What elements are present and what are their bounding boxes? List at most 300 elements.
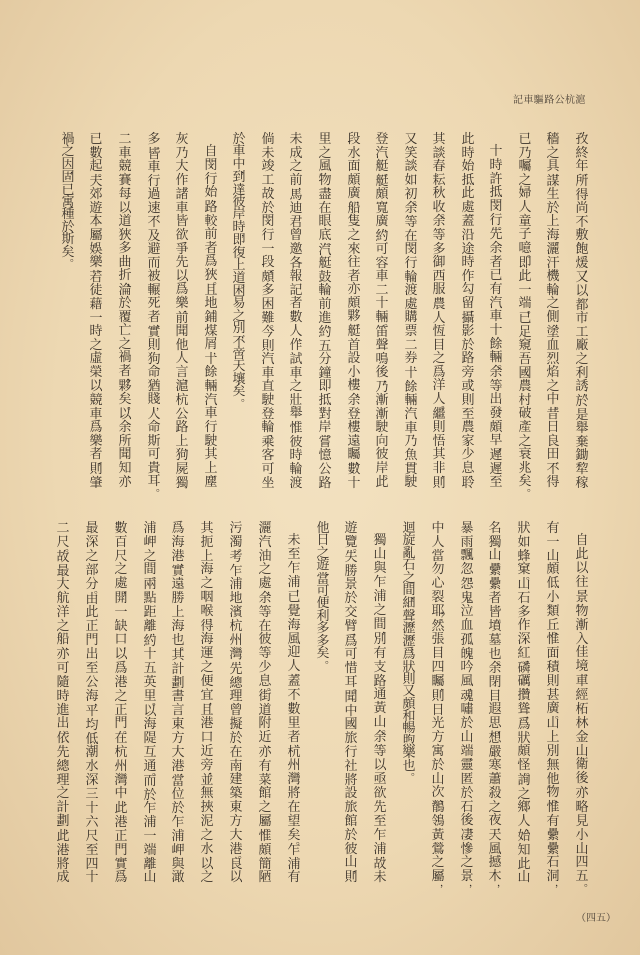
character-glyph: 於 (118, 296, 132, 312)
punctuation-mark: ， (411, 642, 421, 654)
character-glyph: 輪 (289, 461, 303, 477)
character-glyph: 自 (575, 533, 589, 549)
character-glyph: 發 (489, 406, 503, 422)
character-glyph: 數 (289, 310, 303, 326)
character-glyph: 別 ， (232, 321, 251, 341)
character-glyph: 海 (287, 617, 301, 633)
character-glyph: 於 (143, 787, 157, 803)
punctuation-mark: ， (213, 345, 223, 357)
character-glyph: 道 (258, 702, 272, 718)
character-glyph: 海 (200, 632, 214, 648)
character-glyph: 里 (318, 132, 332, 147)
character-glyph: 中 (431, 521, 445, 536)
punctuation-mark: 。 (267, 822, 277, 834)
character-glyph: 瀝 (402, 621, 416, 637)
text-column (171, 521, 190, 886)
punctuation-mark: ， (70, 165, 80, 177)
character-glyph: 日 (546, 420, 560, 436)
character-glyph: 口 ， (114, 632, 133, 652)
character-glyph: 向 (375, 433, 389, 449)
character-glyph: 思 ， (488, 716, 507, 736)
character-glyph: 駛 (375, 420, 389, 436)
character-glyph: 地 (204, 296, 218, 312)
character-glyph: 將 (287, 786, 301, 802)
character-glyph: 多 (261, 283, 275, 299)
character-glyph: 廣 ， (347, 186, 366, 206)
character-glyph: 爭 (175, 241, 189, 257)
character-glyph: 當 (171, 773, 185, 789)
character-glyph: 中 ， (114, 786, 133, 806)
character-glyph: 知 (517, 842, 531, 858)
character-glyph: 車 (289, 365, 303, 381)
character-glyph: 黃 (373, 701, 387, 717)
character-glyph: 報 (289, 269, 303, 285)
character-glyph: 暢 (402, 721, 416, 737)
character-glyph: 於 (575, 393, 589, 409)
character-glyph: 木 ， (488, 869, 507, 889)
character-glyph: 漸 (375, 393, 389, 409)
character-glyph: 遲 (489, 461, 503, 477)
character-glyph: 固 (61, 170, 75, 186)
character-glyph: 多 (432, 241, 446, 257)
character-glyph: 輾 (147, 282, 161, 298)
character-glyph: 四 (431, 660, 445, 676)
character-glyph: 啻 (232, 347, 246, 363)
character-glyph: 扼 (200, 534, 214, 550)
character-glyph: 之 (232, 308, 246, 324)
character-glyph: 於 (232, 132, 246, 147)
character-glyph: 途 (461, 241, 475, 257)
character-glyph: 五 。 (575, 869, 594, 889)
punctuation-mark: 。 (498, 358, 508, 370)
character-glyph: 藉 (89, 296, 103, 312)
character-glyph: 蕭 (488, 772, 502, 788)
character-glyph: 之 (56, 618, 70, 634)
character-glyph: 艇 (347, 324, 361, 340)
character-glyph: 乃 (404, 434, 418, 450)
character-glyph: 工 (575, 324, 589, 340)
character-glyph: 十 (143, 647, 157, 663)
character-glyph: 佳 (575, 645, 589, 661)
character-glyph: 謀 (546, 173, 560, 189)
character-glyph: 州 (287, 758, 301, 774)
character-glyph: 天 (488, 828, 502, 844)
character-glyph: 作 (289, 338, 303, 354)
character-glyph: 噫 。 (518, 240, 537, 261)
character-glyph: 四 (85, 856, 99, 872)
character-glyph: 斯 (61, 232, 75, 248)
character-glyph: 部 (85, 562, 99, 578)
character-glyph: 港 (114, 674, 128, 690)
character-glyph: 纍 (546, 827, 560, 843)
character-glyph: 則 (431, 688, 445, 704)
character-glyph: 樓 ， (347, 378, 366, 398)
character-glyph: 隨 (56, 674, 70, 690)
character-glyph: 貫 (404, 461, 418, 477)
character-glyph: 閉 (488, 675, 502, 691)
character-glyph: 少 (461, 447, 475, 463)
character-glyph: 此 (575, 547, 589, 563)
character-glyph: 深 (517, 632, 531, 648)
character-glyph: 勾 (461, 282, 475, 298)
character-glyph: 折 ， (118, 268, 137, 288)
character-glyph: 至 (85, 661, 99, 677)
character-glyph: 也 。 (402, 758, 421, 779)
punctuation-mark: 。 (526, 570, 536, 582)
character-glyph: 鴒 (431, 814, 445, 830)
character-glyph: 時 (89, 324, 103, 340)
character-glyph: 目 (432, 337, 446, 353)
character-glyph: 其 (432, 447, 446, 463)
character-glyph: 迴 (402, 521, 416, 536)
character-glyph: 宜 ， (200, 687, 219, 708)
character-glyph: 艇 (375, 173, 389, 189)
character-glyph: 烈 (546, 351, 560, 367)
character-glyph: 非 ， (432, 460, 451, 481)
character-glyph: 國 (344, 717, 358, 733)
punctuation-mark: 。 (356, 317, 366, 329)
character-glyph: 上 (546, 730, 560, 746)
character-glyph: 狹 。 (204, 267, 223, 288)
character-glyph: 中 。 (546, 392, 565, 412)
punctuation-mark: ， (298, 181, 308, 193)
character-glyph: 吟 (460, 660, 474, 676)
character-glyph: 磷 (517, 660, 531, 676)
character-glyph: 港 ， (171, 548, 190, 569)
character-glyph: 皆 (175, 214, 189, 230)
character-glyph: 先 (373, 799, 387, 815)
character-glyph: 築 (229, 786, 243, 802)
character-glyph: 言 ， (175, 364, 194, 385)
character-glyph: 未 (289, 132, 303, 147)
character-glyph: 海 。 (546, 227, 565, 248)
character-glyph: 獨 (373, 533, 387, 549)
character-glyph: 處 ， (461, 199, 480, 220)
character-glyph: 處 ， (258, 576, 277, 596)
character-glyph: 煤 (204, 323, 218, 339)
character-glyph: 汽 (375, 145, 389, 161)
character-glyph: 爲 (89, 420, 103, 436)
character-glyph: 不 (147, 215, 161, 231)
character-glyph: 近 (200, 743, 214, 759)
character-glyph: 浦 (287, 856, 301, 872)
punctuation-mark: 。 (241, 392, 251, 404)
punctuation-mark: ， (270, 263, 280, 275)
character-glyph: 望 (287, 813, 301, 829)
character-glyph: 又 (575, 270, 589, 286)
character-glyph: 公 (318, 461, 332, 477)
character-glyph: 艇 。 (375, 159, 394, 179)
text-column (143, 521, 162, 886)
character-glyph: 港 。 (229, 841, 248, 862)
character-glyph: 灑 (546, 242, 560, 258)
character-glyph: 壯 (289, 392, 303, 408)
character-glyph: 以 (175, 268, 189, 284)
punctuation-mark: ， (296, 583, 306, 595)
character-glyph: 鶺 (431, 800, 445, 816)
character-glyph: 所 (118, 433, 132, 449)
character-glyph: 余 (258, 591, 272, 607)
character-glyph: 進 (56, 702, 70, 718)
character-glyph: 景 ， (460, 869, 479, 889)
character-glyph: 大 (56, 577, 70, 593)
character-glyph: 耳 。 (147, 474, 166, 494)
character-glyph: 棄 (575, 434, 589, 450)
character-glyph: 十 (85, 870, 99, 886)
character-glyph: 駛 (204, 433, 218, 449)
punctuation-mark: 。 (296, 836, 306, 848)
character-glyph: 徒 (89, 283, 103, 299)
punctuation-mark: ， (384, 373, 394, 385)
character-glyph: 甚 (546, 687, 560, 703)
character-glyph: 約 (375, 228, 389, 244)
character-glyph: 數 (347, 461, 361, 477)
text-column (85, 521, 104, 886)
character-glyph: 鼓 (318, 269, 332, 285)
character-glyph: 車 (575, 674, 589, 690)
character-glyph: 耶 ？ (431, 603, 450, 624)
character-glyph: 二 (375, 282, 389, 298)
character-glyph: 小 (575, 827, 589, 843)
character-glyph: 也 。 (488, 646, 507, 667)
character-glyph: 漸 (575, 617, 589, 633)
character-glyph: 狀 (517, 521, 531, 536)
character-glyph: 又 (404, 132, 418, 147)
character-glyph: 水 ， (200, 841, 219, 862)
character-glyph: 光 (431, 716, 445, 732)
character-glyph: 乍 (373, 827, 387, 843)
punctuation-mark: 。 (527, 482, 537, 494)
character-glyph: 十 (85, 801, 99, 817)
character-glyph: 所 (575, 173, 589, 189)
character-glyph: 農 (518, 379, 532, 395)
character-glyph: 金 (575, 729, 589, 745)
character-glyph: 心 (431, 576, 445, 592)
character-glyph: 怪 。 (517, 758, 536, 778)
character-glyph: 灣 ， (229, 646, 248, 667)
punctuation-mark: 。 (325, 654, 335, 666)
punctuation-mark: ， (327, 319, 337, 331)
punctuation-mark: 。 (498, 221, 508, 233)
character-glyph: 車 (118, 145, 132, 161)
character-glyph: 破 (518, 406, 532, 422)
character-glyph: 聆 (461, 475, 475, 491)
character-glyph: 各 (289, 255, 303, 271)
text-column (344, 521, 363, 886)
character-glyph: 上 (200, 548, 214, 564)
character-glyph: 之 (200, 576, 214, 592)
punctuation-mark: 。 (353, 683, 363, 695)
character-glyph: 亦 (575, 786, 589, 802)
character-glyph: 便 (316, 596, 330, 612)
character-glyph: 若 (89, 269, 103, 285)
character-glyph: 虛 (89, 351, 103, 367)
character-glyph: 聳 ， (517, 701, 536, 722)
character-glyph: 產 (518, 420, 532, 436)
character-glyph: 爲 (114, 870, 128, 886)
punctuation-mark: 。 (127, 400, 137, 412)
character-glyph: 都 (575, 297, 589, 313)
character-glyph: 鬼 (460, 590, 474, 606)
character-glyph: 出 。 (56, 716, 75, 736)
character-glyph: 油 (258, 548, 272, 564)
character-glyph: 作 。 (175, 172, 194, 193)
punctuation-mark: ， (497, 599, 507, 611)
character-glyph: 頗 (402, 696, 416, 712)
character-glyph: 至 (489, 475, 503, 491)
character-glyph: 且 (204, 282, 218, 298)
character-glyph: 實 (114, 856, 128, 872)
punctuation-mark: ， (353, 627, 363, 639)
character-glyph: 時 (489, 158, 503, 174)
character-glyph: 得 (200, 618, 214, 634)
character-glyph: 亂 (402, 545, 416, 561)
punctuation-mark: ， (469, 877, 479, 889)
character-glyph: 通 。 (143, 758, 162, 779)
character-glyph: 中 ， (232, 156, 251, 177)
character-glyph: 被 (147, 269, 161, 285)
character-glyph: 而 (147, 255, 161, 271)
running-title: 滬杭公路驅車記 (513, 95, 586, 106)
character-glyph: 爲 (175, 282, 189, 298)
character-glyph: 多 (118, 241, 132, 257)
character-glyph: 並 (200, 772, 214, 788)
character-glyph: 有 (258, 758, 272, 774)
character-glyph: 則 (461, 393, 475, 409)
character-glyph: 登 (375, 132, 389, 147)
punctuation-mark: ， (470, 208, 480, 220)
character-glyph: 抵 (461, 172, 475, 188)
character-glyph: 工 ， (261, 172, 280, 193)
punctuation-mark: ， (156, 400, 166, 412)
character-glyph: 類 (546, 603, 560, 619)
character-glyph: 記 (289, 282, 303, 298)
character-glyph: 作 (461, 268, 475, 284)
character-glyph: 失 (344, 549, 358, 565)
character-glyph: 魂 (460, 688, 474, 704)
text-column (56, 521, 75, 886)
character-glyph: 水 (85, 759, 99, 775)
character-glyph: 抵 (489, 185, 503, 201)
character-glyph: 前 (318, 296, 332, 312)
character-glyph: 汗 (546, 255, 560, 271)
character-glyph: 未 (373, 870, 387, 886)
character-glyph: 敷 (575, 228, 589, 244)
character-glyph: 競 (89, 393, 103, 409)
punctuation-mark: ， (127, 372, 137, 384)
character-glyph: 故 (373, 856, 387, 872)
character-glyph: 覽 。 (344, 534, 363, 555)
character-glyph: 端 ， (460, 743, 479, 764)
character-glyph: 樂 ， (175, 295, 194, 316)
character-glyph: 無 (200, 786, 214, 802)
character-glyph: 礪 (517, 674, 531, 690)
character-glyph: 迪 (289, 201, 303, 217)
character-glyph: 平 (85, 703, 99, 719)
character-glyph: 矣 。 (518, 474, 537, 494)
character-glyph: 殺 (488, 785, 502, 801)
character-glyph: 坐 (261, 475, 275, 491)
character-glyph: 小 (546, 589, 560, 605)
character-glyph: 車 (404, 420, 418, 436)
character-glyph: 此 (85, 605, 99, 621)
character-glyph: 海 (171, 534, 185, 550)
punctuation-mark: 。 (384, 318, 394, 330)
character-glyph: 州 (229, 632, 243, 648)
punctuation-mark: ， (98, 455, 108, 467)
character-glyph: 囑 (518, 159, 532, 175)
character-glyph: 魄 (460, 646, 474, 662)
punctuation-mark: ， (184, 304, 194, 316)
character-glyph: 之 (316, 545, 330, 561)
character-glyph: 之 (575, 351, 589, 367)
character-glyph: 較 (204, 213, 218, 229)
character-glyph: 低 (546, 576, 560, 592)
character-glyph: 血 (546, 338, 560, 354)
character-glyph: 輪 (404, 269, 418, 285)
character-glyph: 屑 ， (204, 337, 223, 357)
character-glyph: 一 (261, 241, 275, 257)
character-glyph: 早 ， (489, 433, 508, 453)
character-glyph: 即 (318, 379, 332, 395)
character-glyph: 渡 (404, 283, 418, 299)
character-glyph: 在 (318, 200, 332, 216)
character-glyph: 墓 (488, 632, 502, 648)
character-glyph: 聞 (175, 324, 189, 340)
punctuation-mark: ， (241, 165, 251, 177)
character-glyph: 灰 (175, 132, 189, 147)
character-glyph: 山 (575, 841, 589, 857)
punctuation-mark: 。 (555, 400, 565, 412)
punctuation-mark: ， (469, 752, 479, 764)
character-glyph: 運 (200, 646, 214, 662)
character-glyph: 欲 (373, 785, 387, 801)
character-glyph: 輛 。 (375, 309, 394, 330)
character-glyph: 人 (432, 310, 446, 326)
character-glyph: 閔 (489, 199, 503, 215)
character-glyph: 欲 (175, 228, 189, 244)
character-glyph: 細 (402, 596, 416, 612)
character-glyph: 路 (373, 673, 387, 689)
character-glyph: 息 ， (461, 460, 480, 481)
character-glyph: 岸 。 (318, 420, 337, 440)
character-glyph: 乃 (175, 145, 189, 161)
character-glyph: 墳 (488, 619, 502, 635)
punctuation-mark: 。 (298, 414, 308, 426)
character-glyph: 山 (517, 870, 531, 886)
character-glyph: 勿 (431, 562, 445, 578)
character-glyph: 喉 ， (200, 603, 219, 624)
character-glyph: 風 (287, 631, 301, 647)
character-glyph: 矣 。 (232, 384, 251, 404)
character-glyph: 則 (432, 475, 446, 491)
character-glyph: 門 (114, 842, 128, 858)
character-glyph: 之 (432, 351, 446, 367)
character-glyph: 亟 (373, 772, 387, 788)
character-glyph: 利 (575, 365, 589, 381)
character-glyph: 汽 (204, 392, 218, 408)
character-glyph: 天 (232, 359, 246, 375)
character-glyph: 百 (114, 534, 128, 550)
character-glyph: 於 (461, 337, 475, 353)
character-glyph: 行 (261, 228, 275, 244)
character-glyph: 人 (175, 351, 189, 367)
character-glyph: 遐 (488, 702, 502, 718)
punctuation-mark: ， (152, 627, 162, 639)
character-glyph: 此 (56, 828, 70, 844)
character-glyph: 餘 (404, 379, 418, 395)
punctuation-mark: ， (238, 655, 248, 667)
